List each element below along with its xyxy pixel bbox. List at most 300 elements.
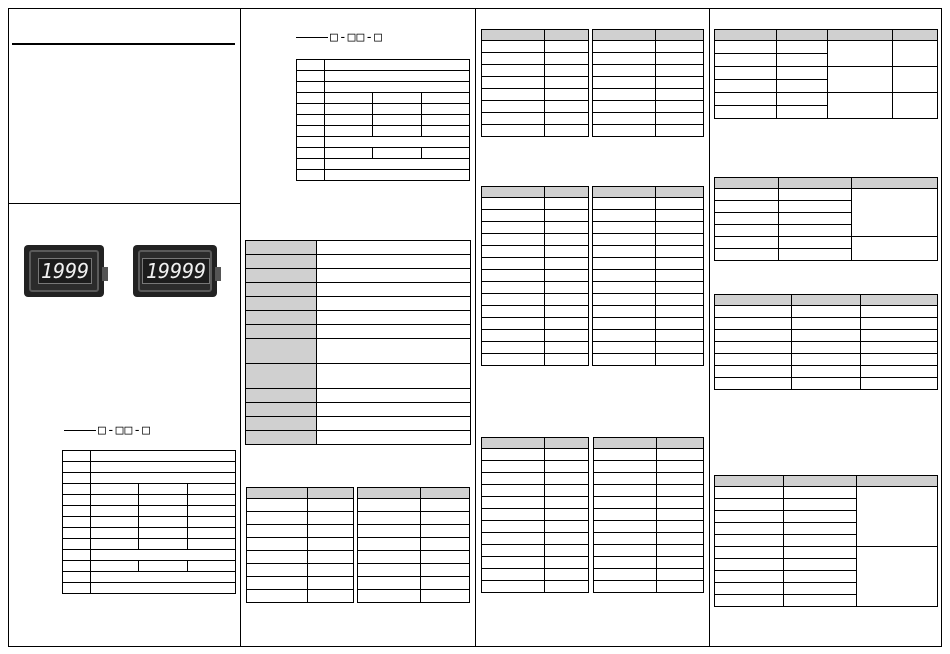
table-cell [715,571,784,583]
model-code-panel-1: □-□□-□ [64,423,151,438]
table-cell [247,512,308,525]
table-cell [482,306,545,318]
table-cell [779,201,852,213]
table-cell [545,318,589,330]
table-cell [657,473,704,485]
table-row [297,82,470,93]
table-cell [247,551,308,564]
table-cell [656,101,704,113]
table-cell [593,89,656,101]
table-cell [593,41,656,53]
table-cell [779,225,852,237]
table-cell [893,93,938,119]
table-cell [657,545,704,557]
table-row [63,473,236,484]
table-cell [482,198,545,210]
table-cell [656,342,704,354]
table-cell [297,126,325,137]
table-cell [139,484,187,495]
table-row [247,564,354,577]
table-row [715,189,938,201]
table-cell [861,318,938,330]
table-row [715,330,938,342]
table-cell [91,462,236,473]
table-cell [593,198,656,210]
table-row [482,294,589,306]
table-cell [857,547,938,607]
table-cell [593,270,656,282]
table-cell [545,354,589,366]
table-cell [358,525,421,538]
table-cell [325,115,373,126]
table-row [482,306,589,318]
table-cell [91,451,236,462]
table-cell [777,67,828,80]
table-cell [63,528,91,539]
table-p3-a-right [592,29,704,137]
table-cell [482,125,545,137]
table-row [297,148,470,159]
table-cell [828,67,893,93]
table-cell [715,330,792,342]
table-cell [308,538,354,551]
table-cell [308,564,354,577]
table-cell [297,82,325,93]
table-cell [317,325,471,339]
table-cell [358,488,421,499]
table-cell [91,528,139,539]
table-p4-d [714,475,938,607]
table-row [247,512,354,525]
table-cell [545,449,589,461]
table-cell [715,535,784,547]
table-cell [861,306,938,318]
table-row [358,538,470,551]
table-cell [545,258,589,270]
table-cell [63,495,91,506]
table-cell [545,270,589,282]
table-cell [421,512,470,525]
table-cell [715,106,777,119]
table-row [593,187,704,198]
table-cell [91,572,236,583]
table-cell [297,159,325,170]
table-cell [852,189,938,237]
table-cell [482,77,545,89]
table-row [482,581,589,593]
table-cell [246,283,317,297]
table-cell [715,237,779,249]
table-row [63,561,236,572]
table-row [63,462,236,473]
table-cell [297,60,325,71]
table-cell [857,487,938,547]
table-row [593,342,704,354]
table-cell [545,497,589,509]
table-row [246,255,471,269]
table-cell [317,403,471,417]
table-cell [325,82,470,93]
table-cell [545,342,589,354]
table-cell [358,551,421,564]
table-row [593,330,704,342]
table-cell [784,571,857,583]
table-cell [656,222,704,234]
table-cell [325,159,470,170]
table-row [482,557,589,569]
table-row [594,485,704,497]
table-cell [91,561,139,572]
table-cell [91,539,139,550]
table-row [715,487,938,499]
table-cell [779,237,852,249]
table-cell [358,577,421,590]
table-cell [482,330,545,342]
table-row [593,258,704,270]
table-row [715,306,938,318]
table-cell [777,54,828,67]
table-row [482,461,589,473]
table-cell [247,538,308,551]
table-cell [63,561,91,572]
table-cell [187,561,235,572]
table-cell [657,521,704,533]
table-cell [308,551,354,564]
table-cell [656,53,704,65]
table-cell [545,187,589,198]
table-cell [545,246,589,258]
table-row [247,577,354,590]
table-cell [656,306,704,318]
table-cell [317,297,471,311]
table-cell [784,595,857,607]
table-cell [373,148,421,159]
table-cell [247,564,308,577]
table-cell [715,67,777,80]
table-cell [482,509,545,521]
table-row [63,550,236,561]
table-cell [594,521,657,533]
table-row [715,93,938,106]
table-cell [358,499,421,512]
table-row [482,187,589,198]
table-cell [246,339,317,364]
table-row [297,159,470,170]
table-cell [246,241,317,255]
table-cell [247,577,308,590]
table-row [594,449,704,461]
table-cell [656,246,704,258]
table-cell [545,210,589,222]
table-cell [593,65,656,77]
table-cell [715,225,779,237]
table-cell [594,569,657,581]
table-cell [545,234,589,246]
table-row [246,339,471,364]
table-cell [325,104,373,115]
table-cell [715,30,777,41]
panel-1-top [8,8,241,204]
table-cell [325,71,470,82]
table-cell [784,583,857,595]
table-cell [715,189,779,201]
table-row [297,126,470,137]
table-cell [482,258,545,270]
table-row [482,258,589,270]
table-cell [545,509,589,521]
ordering-code-table [62,450,236,594]
table-row [593,210,704,222]
table-cell [593,258,656,270]
table-cell [358,564,421,577]
table-cell [828,93,893,119]
table-cell [482,318,545,330]
table-cell [247,488,308,499]
table-cell [373,115,421,126]
table-row [482,545,589,557]
table-row [246,269,471,283]
table-cell [63,572,91,583]
table-cell [63,506,91,517]
table-row [593,65,704,77]
table-row [63,539,236,550]
table-cell [715,583,784,595]
table-cell [852,178,938,189]
table-row [247,538,354,551]
table-row [297,60,470,71]
table-cell [308,512,354,525]
table-cell [63,539,91,550]
table-cell [545,485,589,497]
table-cell [657,509,704,521]
table-row [482,53,589,65]
table-cell [656,234,704,246]
table-row [593,89,704,101]
table-row [247,499,354,512]
table-cell [187,539,235,550]
table-cell [63,550,91,561]
table-cell [779,249,852,261]
table-cell [482,246,545,258]
table-cell [792,342,861,354]
table-cell [421,115,469,126]
table-cell [297,148,325,159]
table-cell [593,318,656,330]
table-cell [482,342,545,354]
table-cell [482,53,545,65]
table-cell [656,294,704,306]
table-cell [777,106,828,119]
table-cell [297,137,325,148]
table-cell [63,451,91,462]
table-row [247,525,354,538]
table-cell [358,590,421,603]
table-cell [297,71,325,82]
table-cell [421,577,470,590]
table-cell [63,484,91,495]
table-cell [247,525,308,538]
table-cell [594,545,657,557]
table-cell [593,30,656,41]
table-row [593,53,704,65]
table-cell [715,511,784,523]
table-cell [715,295,792,306]
table-cell [421,538,470,551]
table-cell [779,213,852,225]
table-cell [482,354,545,366]
table-cell [317,255,471,269]
table-row [482,89,589,101]
table-cell [482,569,545,581]
table-cell [593,187,656,198]
table-cell [852,237,938,261]
table-cell [545,473,589,485]
table-row [715,476,938,487]
table-row [715,237,938,249]
table-row [246,431,471,445]
table-row [594,497,704,509]
table-row [482,449,589,461]
table-row [594,473,704,485]
table-cell [545,30,589,41]
table-cell [317,389,471,403]
table-cell [657,569,704,581]
table-cell [317,241,471,255]
table-row [715,67,938,80]
table-row [482,234,589,246]
table-cell [593,210,656,222]
table-row [482,41,589,53]
table-cell [656,210,704,222]
table-row [593,198,704,210]
table-cell [784,547,857,559]
table-p4-a [714,29,938,119]
table-row [593,306,704,318]
table-cell [715,54,777,67]
table-cell [715,487,784,499]
table-cell [777,30,828,41]
table-row [482,210,589,222]
table-row [482,485,589,497]
table-cell [657,449,704,461]
table-row [715,547,938,559]
table-row [593,125,704,137]
table-cell [779,178,852,189]
table-row [297,71,470,82]
table-cell [317,311,471,325]
meter-display-4-digit: 1999 [38,258,92,284]
table-cell [482,30,545,41]
table-row [594,509,704,521]
table-row [63,583,236,594]
table-cell [657,438,704,449]
table-row [715,30,938,41]
table-cell [373,126,421,137]
table-cell [297,170,325,181]
table-cell [656,30,704,41]
specification-table [245,240,471,445]
table-cell [594,485,657,497]
table-row [246,403,471,417]
table-cell [545,569,589,581]
table-row [246,241,471,255]
table-row [63,451,236,462]
table-cell [187,495,235,506]
table-cell [246,269,317,283]
table-cell [482,533,545,545]
table-row [358,488,470,499]
table-row [482,533,589,545]
table-cell [545,77,589,89]
table-row [594,533,704,545]
table-row [593,354,704,366]
table-cell [63,583,91,594]
table-cell [545,306,589,318]
table-cell [246,325,317,339]
table-row [482,125,589,137]
table-cell [545,438,589,449]
table-cell [594,461,657,473]
table-cell [246,364,317,389]
table-row [246,283,471,297]
table-cell [482,187,545,198]
table-p4-c [714,294,938,390]
table-cell [91,473,236,484]
table-cell [861,330,938,342]
table-cell [784,487,857,499]
table-row [358,499,470,512]
table-row [593,318,704,330]
table-cell [792,295,861,306]
table-cell [247,499,308,512]
table-row [482,318,589,330]
table-cell [421,104,469,115]
table-row [594,521,704,533]
table-row [358,564,470,577]
table-cell [861,378,938,390]
table-cell [325,126,373,137]
table-p3-b-left [481,186,589,366]
table-cell [63,473,91,484]
table-row [594,461,704,473]
table-cell [317,417,471,431]
table-cell [656,187,704,198]
table-row [63,495,236,506]
table-cell [482,222,545,234]
table-cell [594,533,657,545]
table-row [715,318,938,330]
table-cell [545,581,589,593]
table-p2-left [246,487,354,603]
table-cell [482,581,545,593]
table-cell [317,431,471,445]
table-cell [715,80,777,93]
table-cell [421,488,470,499]
table-cell [715,213,779,225]
table-row [247,488,354,499]
table-cell [657,461,704,473]
table-cell [482,521,545,533]
table-cell [857,476,938,487]
table-row [482,330,589,342]
table-cell [594,449,657,461]
table-cell [656,77,704,89]
table-cell [861,295,938,306]
table-row [297,104,470,115]
table-cell [91,506,139,517]
table-cell [784,559,857,571]
table-cell [715,499,784,511]
